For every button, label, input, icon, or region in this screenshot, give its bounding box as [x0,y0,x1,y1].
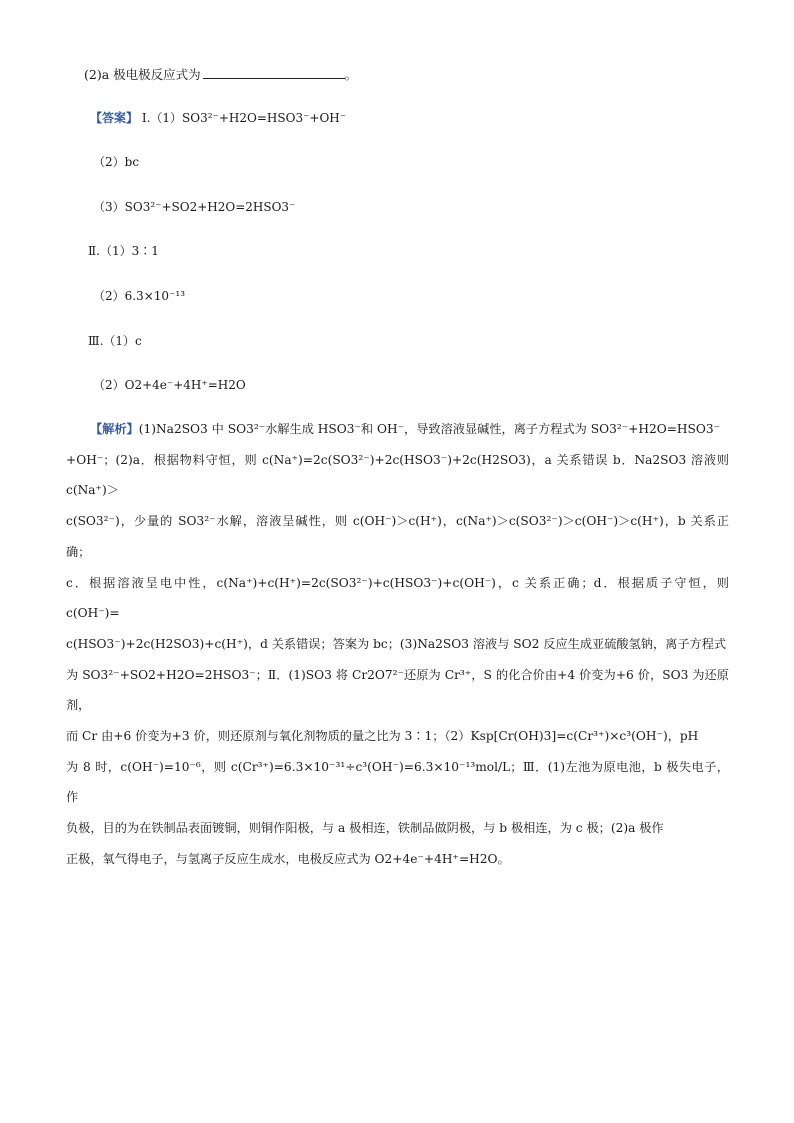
analysis-line-7: 而 Cr 由+6 价变为+3 价，则还原剂与氧化剂物质的量之比为 3∶1；（2）Ksp[Cr(OH)3]=c(Cr³⁺)×c³(OH⁻)，pH [66,729,699,744]
question-2-prefix: (2)a 极电极反应式为 [84,67,201,82]
answer-blank [203,66,345,79]
analysis-tag: 【解析】 [90,422,139,436]
answer-item-7: （2）O2+4e⁻+4H⁺=H2O [93,378,246,392]
answer-item-1: Ⅰ.（1）SO3²⁻+H2O=HSO3⁻+OH⁻ [141,111,347,125]
answer-line-1 [90,110,346,126]
analysis-paragraph [66,414,729,875]
analysis-line-8: 为 8 时，c(OH⁻)=10⁻⁶，则 c(Cr³⁺)=6.3×10⁻³¹÷c³(OH⁻)=6.3×10⁻¹³mol/L；Ⅲ．(1)左池为原电池，b 极失电子，作 [66,759,729,805]
answer-item-5: （2）6.3×10⁻¹³ [93,289,185,303]
question-2-suffix: 。 [344,67,358,82]
analysis-line-4: c．根据溶液呈电中性，c(Na⁺)+c(H⁺)=2c(SO3²⁻)+c(HSO3⁻)+c(OH⁻)，c 关系正确；d．根据质子守恒，则 c(OH⁻)= [66,575,729,621]
answer-item-2: （2）bc [93,155,140,169]
analysis-line-2: +OH⁻；(2)a．根据物料守恒，则 c(Na⁺)=2c(SO3²⁻)+2c(HSO3⁻)+2c(H2SO3)，a 关系错误 b．Na2SO3 溶液则 c(Na⁺)＞ [66,452,729,498]
analysis-line-1 [66,414,729,445]
answer-tag: 【答案】 [90,111,139,125]
analysis-line-10: 正极，氧气得电子，与氢离子反应生成水，电极反应式为 O2+4e⁻+4H⁺=H2O。 [66,851,510,866]
analysis-line-5: c(HSO3⁻)+2c(H2SO3)+c(H⁺)，d 关系错误；答案为 bc；(3)Na2SO3 溶液与 SO2 反应生成亚硫酸氢钠，离子方程式 [66,636,727,651]
analysis-line-3: c(SO3²⁻)，少量的 SO3²⁻水解，溶液呈碱性，则 c(OH⁻)＞c(H⁺)，c(Na⁺)＞c(SO3²⁻)＞c(OH⁻)＞c(H⁺)，b 关系正确； [66,514,729,559]
analysis-line-1-text: (1)Na2SO3 中 SO3²⁻水解生成 HSO3⁻和 OH⁻，导致溶液显碱性，离子方程式为 SO3²⁻+H2O=HSO3⁻ [138,422,721,436]
question-2-line [84,66,357,83]
answer-item-6: Ⅲ.（1）c [88,334,142,348]
analysis-line-6: 为 SO3²⁻+SO2+H2O=2HSO3⁻；Ⅱ．(1)SO3 将 Cr2O7²⁻还原为 Cr³⁺，S 的化合价由+4 价变为+6 价，SO3 为还原剂， [66,667,729,713]
answer-item-3: （3）SO3²⁻+SO2+H2O=2HSO3⁻ [93,200,296,214]
answer-item-4: Ⅱ.（1）3∶1 [88,244,159,258]
analysis-line-9: 负极，目的为在铁制品表面镀铜，则铜作阳极，与 a 极相连，铁制品做阴极，与 b 极相连，为 c 极；(2)a 极作 [66,821,664,836]
